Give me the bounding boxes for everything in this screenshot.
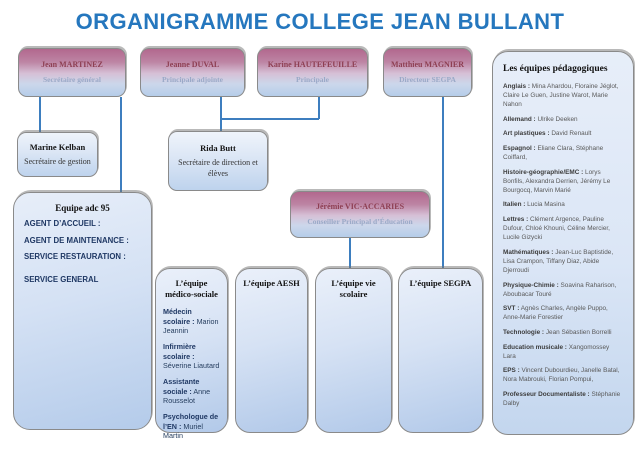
subject-names: Mina Ahardou, Floraine Jéglot, Claire Le Guen, Justine Warot, Marie Nahon <box>503 83 619 109</box>
org-box-matthieu-magnier <box>383 48 472 97</box>
team-title: L’équipe vie scolaire <box>331 278 376 300</box>
staff-section <box>24 275 141 286</box>
subject-names: Stéphanie Dalby <box>503 390 621 408</box>
person-name: Marine Kelban <box>29 141 86 152</box>
subject-names: Xangomossey Lara <box>503 343 610 360</box>
section-header: SERVICE RESTAURATION : <box>24 252 126 262</box>
subject-entry <box>503 115 623 124</box>
subject-label: Professeur Documentaliste : <box>503 390 590 398</box>
team-entries <box>163 307 220 441</box>
subject-names: David Renault <box>551 130 592 138</box>
subject-label: Art plastiques : <box>503 130 550 138</box>
section-header: SERVICE GENERAL <box>24 274 99 284</box>
subject-label: SVT : <box>503 305 520 313</box>
person-role: Secrétaire général <box>43 75 101 85</box>
team-member-entry: Psychologue de l’EN : Muriel Martin <box>163 411 219 441</box>
team-member-entry: Médecin scolaire : Marion Jeannin <box>163 307 219 336</box>
connector-hautefeuille-butt <box>220 118 319 120</box>
subject-entry <box>503 215 623 242</box>
subject-label: Lettres : <box>503 216 529 224</box>
subject-names: Agnès Charles, Angèle Puppo, Anne-Marie Forestier <box>503 305 608 322</box>
box-equipe-aesh <box>235 268 308 433</box>
staff-section <box>24 219 141 230</box>
subject-label: Histoire-géographie/EMC : <box>503 168 584 176</box>
org-box-marine-kelban <box>17 132 98 177</box>
subject-entry <box>503 200 623 209</box>
staff-section <box>24 252 141 263</box>
pedagogie-entries <box>503 82 623 408</box>
section-header: AGENT D’ACCUEIL : <box>24 219 101 228</box>
subject-entry <box>503 144 623 162</box>
subject-label: Mathématiques : <box>503 248 554 256</box>
subject-names: Ulrike Deeken <box>537 115 578 123</box>
org-box-jeanne-duval <box>140 48 245 97</box>
connector-hautefeuille-drop <box>318 97 320 119</box>
subject-label: Technologie : <box>503 328 545 336</box>
subject-entry <box>503 328 623 337</box>
person-name: Jeanne DUVAL <box>165 60 220 70</box>
page-title: ORGANIGRAMME COLLEGE JEAN BULLANT <box>75 9 565 34</box>
subject-label: EPS : <box>503 367 520 375</box>
subject-names: Lucia Masina <box>527 201 565 209</box>
connector-martinez-kelban <box>39 97 41 132</box>
subject-names: Jean Sébastien Borrelli <box>545 328 612 336</box>
subject-label: Anglais : <box>503 83 530 90</box>
person-role: Principale <box>296 75 329 85</box>
subject-entry <box>503 304 623 322</box>
subject-names: Lorys Bonfils, Alexandra Derrien, Jérémy Le Bourgocq, Marvin Marié <box>503 168 611 194</box>
subject-label: Physique-Chimie : <box>503 281 559 289</box>
subject-entry <box>503 390 623 408</box>
panel-title: Les équipes pédagogiques <box>503 64 608 74</box>
adc-sections <box>24 219 141 285</box>
panel-equipes-pedagogiques <box>492 51 634 435</box>
team-title: L’équipe AESH <box>243 278 300 288</box>
person-name: Rida Butt <box>200 143 236 154</box>
subject-label: Education musicale : <box>503 343 567 351</box>
org-box-karine-hautefeuille <box>257 48 368 97</box>
person-name: Karine HAUTEFEUILLE <box>267 60 358 70</box>
subject-names: Eliane Clara, Stéphane Coiffard, <box>503 144 604 162</box>
connector-duval-butt <box>220 97 222 131</box>
connector-martinez-adc <box>120 97 122 192</box>
subject-entry <box>503 281 623 299</box>
connector-magnier-segpa <box>442 97 444 268</box>
subject-names: Jean-Luc Baptistide, Lisa Crampon, Tiffany Diaz, Abide Djerroudi <box>503 248 614 274</box>
subject-entry <box>503 248 623 275</box>
subject-label: Italien : <box>503 201 526 209</box>
subject-names: Clément Argence, Pauline Dufour, Chloé Khouni, Céline Mercier, Lucile Gizycki <box>503 216 610 242</box>
subject-label: Espagnol : <box>503 144 536 152</box>
connector-vicaccaries-viescolaire <box>349 238 351 268</box>
person-name: Jérémie VIC-ACCARIES <box>315 202 405 212</box>
box-equipe-adc-95 <box>13 192 152 430</box>
subject-names: Vincent Dubourdieu, Janelle Batal, Nora Mabrouki, Florian Pompui, <box>503 367 620 384</box>
person-role: Directeur SEGPA <box>399 75 456 85</box>
org-box-jeremie-vic-accaries <box>290 191 430 238</box>
section-header: AGENT DE MAINTENANCE : <box>24 235 129 245</box>
person-role: Principale adjointe <box>161 75 224 85</box>
box-equipe-vie-scolaire <box>315 268 392 433</box>
team-title: Equipe adc 95 <box>55 203 110 213</box>
org-box-rida-butt <box>168 131 268 191</box>
subject-label: Allemand : <box>503 115 536 123</box>
subject-entry <box>503 366 623 384</box>
person-role: Secrétaire de gestion <box>24 156 91 166</box>
person-role: Conseiller Principal d’Éducation <box>307 217 413 227</box>
team-title: L’équipe SEGPA <box>409 278 472 288</box>
subject-entry <box>503 168 623 195</box>
subject-entry <box>503 129 623 138</box>
team-member-entry: Assistante sociale : Anne Rousselot <box>163 376 211 406</box>
team-member-entry: Infirmière scolaire : Séverine Liautard <box>163 342 220 371</box>
subject-entry <box>503 343 623 361</box>
org-box-jean-martinez <box>18 48 126 97</box>
box-equipe-segpa <box>398 268 483 433</box>
person-name: Matthieu MAGNIER <box>390 60 465 70</box>
subject-entry <box>503 82 623 109</box>
team-title: L’équipe médico-sociale <box>165 278 218 300</box>
person-role: Secrétaire de direction et élèves <box>178 158 258 178</box>
box-equipe-medico-sociale <box>155 268 228 441</box>
staff-section <box>24 236 141 247</box>
person-name: Jean MARTINEZ <box>41 60 103 70</box>
subject-names: Soavina Raharison, Aboubacar Touré <box>503 281 617 298</box>
